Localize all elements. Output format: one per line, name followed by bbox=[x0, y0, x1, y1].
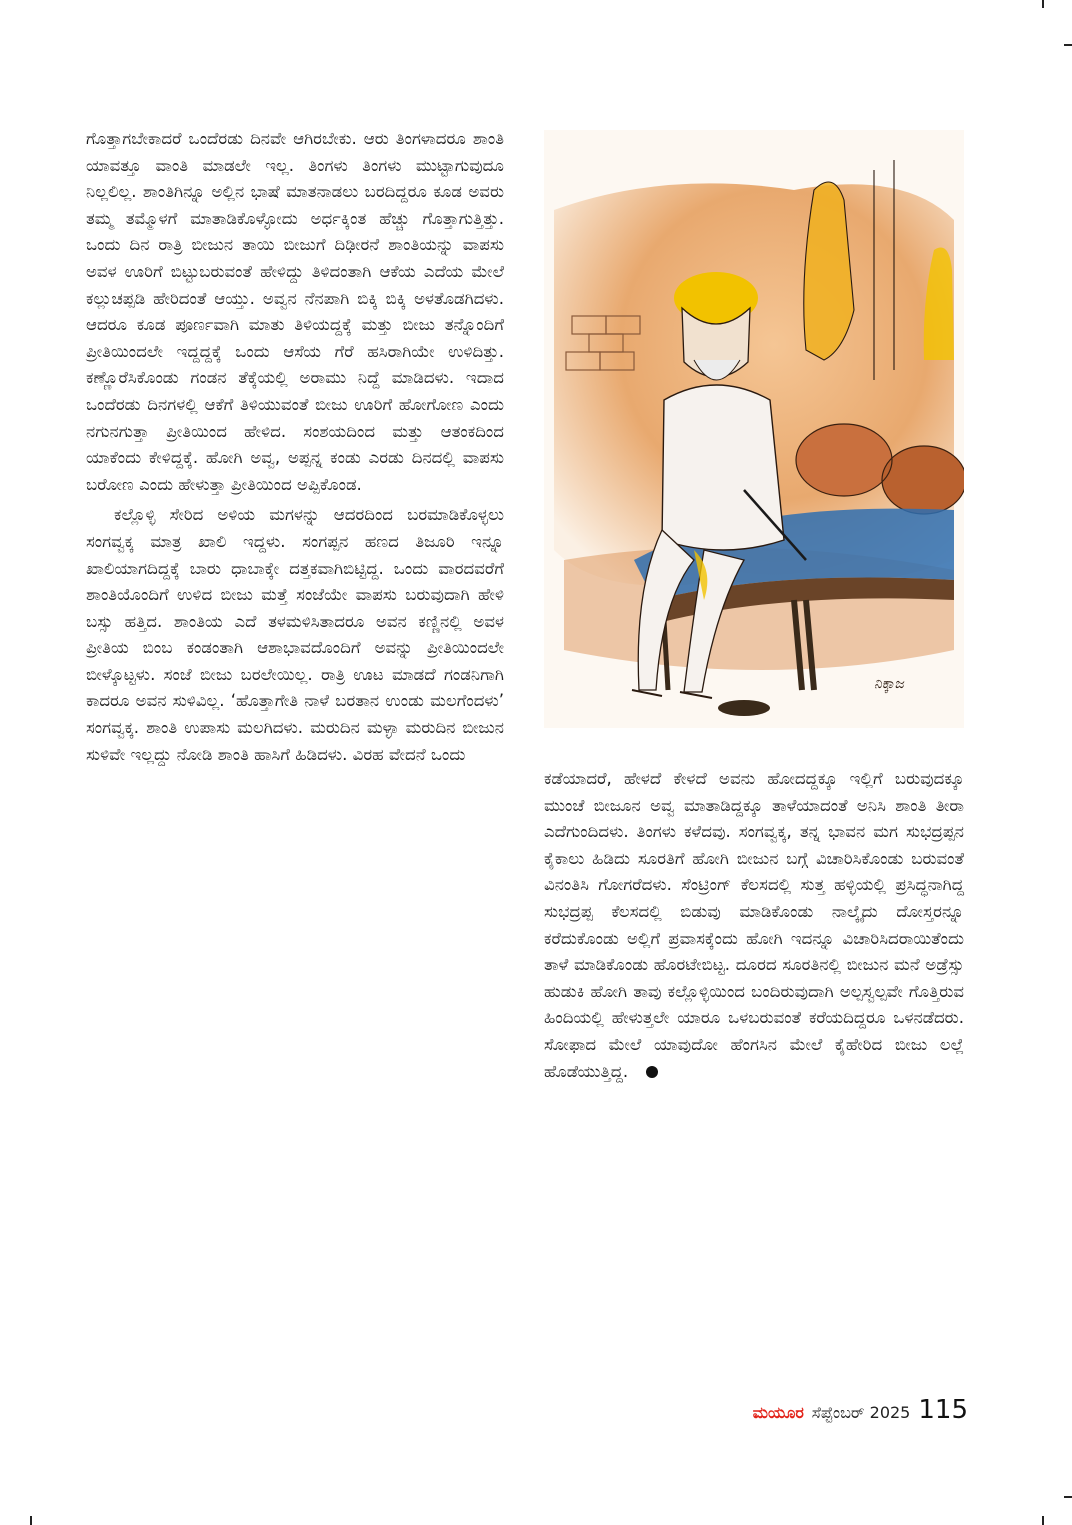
article-column-left bbox=[86, 126, 504, 768]
crop-mark bbox=[1042, 1516, 1044, 1525]
paragraph bbox=[544, 766, 964, 1085]
issue-date: ಸೆಪ್ಟೆಂಬರ್ 2025 bbox=[811, 1403, 911, 1422]
paragraph: ಕಲ್ಲೊಳ್ಳಿ ಸೇರಿದ ಅಳಿಯ ಮಗಳನ್ನು ಆದರದಿಂದ ಬರಮಾಡಿಕೊಳ್ಳಲು ಸಂಗವ್ವಕ್ಕ ಮಾತ್ರ ಖಾಲಿ ಇದ್ದಳು. ಸಂಗಪ್ಪನ ಹಣದ ತಿಜೂರಿ ಇನ್ನೂ ಖಾಲಿಯಾಗದಿದ್ದಕ್ಕೆ ಬಾರು ಧಾಬಾಕ್ಕೇ ದತ್ತಕವಾಗಿಬಿಟ್ಟಿದ್ದ. ಒಂದು ವಾರದವರೆಗೆ ಶಾಂತಿಯೊಂದಿಗೆ ಉಳಿದ ಬೀಜು ಮತ್ತೆ ಸಂಜೆಯೇ ವಾಪಸು ಬರುವುದಾಗಿ ಹೇಳಿ ಬಸ್ಸು ಹತ್ತಿದ. ಶಾಂತಿಯ ಎದೆ ತಳಮಳಿಸಿತಾದರೂ ಅವನ ಕಣ್ಣಿನಲ್ಲಿ ಅವಳ ಪ್ರೀತಿಯ ಬಿಂಬ ಕಂಡಂತಾಗಿ ಆಶಾಭಾವದೊಂದಿಗೆ ಅವನ್ನು ಪ್ರೀತಿಯಿಂದಲೇ ಬೀಳ್ಕೊಟ್ಟಳು. ಸಂಜೆ ಬೀಜು ಬರಲೇಯಿಲ್ಲ. ರಾತ್ರಿ ಊಟ ಮಾಡದೆ ಗಂಡನಿಗಾಗಿ ಕಾದರೂ ಅವನ ಸುಳಿವಿಲ್ಲ. ‘ಹೊತ್ತಾಗೇತಿ ನಾಳೆ ಬರತಾನ ಉಂಡು ಮಲಗೆಂದಳು’ ಸಂಗವ್ವಕ್ಕ. ಶಾಂತಿ ಉಪಾಸು ಮಲಗಿದಳು. ಮರುದಿನ ಮಳ್ಳಾ ಮರುದಿನ ಬೀಜುನ ಸುಳಿವೇ ಇಲ್ಲದ್ದು ನೋಡಿ ಶಾಂತಿ ಹಾಸಿಗೆ ಹಿಡಿದಳು. ವಿರಹ ವೇದನೆ ಒಂದು bbox=[86, 505, 504, 764]
page-footer bbox=[700, 1395, 968, 1431]
page-number: 115 bbox=[918, 1395, 968, 1425]
white-shirt bbox=[662, 385, 784, 550]
crop-mark bbox=[30, 1516, 32, 1525]
article-column-right bbox=[544, 766, 964, 1085]
watercolor-illustration bbox=[544, 130, 964, 728]
crop-mark bbox=[1042, 0, 1044, 8]
paragraph-text: ಕಡೆಯಾದರೆ, ಹೇಳದೆ ಕೇಳದೆ ಅವನು ಹೋದದ್ದಕ್ಕೂ ಇಲ್ಲಿಗೆ ಬರುವುದಕ್ಕೂ ಮುಂಚೆ ಬೀಜೂನ ಅವ್ವ ಮಾತಾಡಿದ್ದಕ್ಕೂ ತಾಳೆಯಾದಂತೆ ಅನಿಸಿ ಶಾಂತಿ ತೀರಾ ಎದೆಗುಂದಿದಳು. ತಿಂಗಳು ಕಳೆದವು. ಸಂಗವ್ವಕ್ಕ, ತನ್ನ ಭಾವನ ಮಗ ಸುಭದ್ರಪ್ಪನ ಕೈಕಾಲು ಹಿಡಿದು ಸೂರತಿಗೆ ಹೋಗಿ ಬೀಜುನ ಬಗ್ಗೆ ವಿಚಾರಿಸಿಕೊಂಡು ಬರುವಂತೆ ವಿನಂತಿಸಿ ಗೋಗರೆದಳು. ಸೆಂಟ್ರಿಂಗ್ ಕೆಲಸದಲ್ಲಿ ಸುತ್ತ ಹಳ್ಳಿಯಲ್ಲಿ ಪ್ರಸಿದ್ಧನಾಗಿದ್ದ ಸುಭದ್ರಪ್ಪ ಕೆಲಸದಲ್ಲಿ ಬಿಡುವು ಮಾಡಿಕೊಂಡು ನಾಲ್ಕೈದು ದೋಸ್ತರನ್ನೂ ಕರೆದುಕೊಂಡು ಅಲ್ಲಿಗೆ ಪ್ರವಾಸಕ್ಕೆಂದು ಹೋಗಿ ಇದನ್ನೂ ವಿಚಾರಿಸಿದರಾಯಿತೆಂದು ತಾಳೆ ಮಾಡಿಕೊಂಡು ಹೊರಟೇಬಿಟ್ಟ. ದೂರದ ಸೂರತಿನಲ್ಲಿ ಬೀಜುನ ಮನೆ ಅಡ್ರೆಸ್ಸು ಹುಡುಕಿ ಹೋಗಿ ತಾವು ಕಲ್ಲೊಳ್ಳಿಯಿಂದ ಬಂದಿರುವುದಾಗಿ ಅಲ್ಪಸ್ವಲ್ಪವೇ ಗೊತ್ತಿರುವ ಹಿಂದಿಯಲ್ಲಿ ಹೇಳುತ್ತಲೇ ಯಾರೂ ಒಳಬರುವಂತೆ ಕರೆಯದಿದ್ದರೂ ಒಳನಡೆದರು. ಸೋಫಾದ ಮೇಲೆ ಯಾವುದೋ ಹೆಂಗಸಿನ ಮೇಲೆ ಕೈಹೇರಿದ ಬೀಜು ಲಲ್ಲೆ ಹೊಡೆಯುತ್ತಿದ್ದ. bbox=[544, 769, 964, 1081]
sandals bbox=[718, 700, 770, 716]
crop-mark bbox=[1064, 44, 1072, 46]
paragraph: ಗೊತ್ತಾಗಬೇಕಾದರೆ ಒಂದೆರಡು ದಿನವೇ ಆಗಿರಬೇಕು. ಆರು ತಿಂಗಳಾದರೂ ಶಾಂತಿ ಯಾವತ್ತೂ ವಾಂತಿ ಮಾಡಲೇ ಇಲ್ಲ. ತಿಂಗಳು ತಿಂಗಳು ಮುಟ್ಟಾಗುವುದೂ ನಿಲ್ಲಲಿಲ್ಲ. ಶಾಂತಿಗಿನ್ನೂ ಅಲ್ಲಿನ ಭಾಷೆ ಮಾತನಾಡಲು ಬರದಿದ್ದರೂ ಕೂಡ ಅವರು ತಮ್ಮ ತಮ್ಮೊಳಗೆ ಮಾತಾಡಿಕೊಳ್ಳೋದು ಅರ್ಧಕ್ಕಿಂತ ಹೆಚ್ಚು ಗೊತ್ತಾಗುತ್ತಿತ್ತು. ಒಂದು ದಿನ ರಾತ್ರಿ ಬೀಜುನ ತಾಯಿ ಬೀಜುಗೆ ದಿಢೀರನೆ ಶಾಂತಿಯನ್ನು ವಾಪಸು ಅವಳ ಊರಿಗೆ ಬಿಟ್ಟುಬರುವಂತೆ ಹೇಳಿದ್ದು ತಿಳಿದಂತಾಗಿ ಆಕೆಯ ಎದೆಯ ಮೇಲೆ ಕಲ್ಲುಚಪ್ಪಡಿ ಹೇರಿದಂತೆ ಆಯ್ತು. ಅವ್ವನ ನೆನಪಾಗಿ ಬಿಕ್ಕಿ ಬಿಕ್ಕಿ ಅಳತೊಡಗಿದಳು. ಆದರೂ ಕೂಡ ಪೂರ್ಣವಾಗಿ ಮಾತು ತಿಳಿಯದ್ದಕ್ಕೆ ಮತ್ತು ಬೀಜು ತನ್ನೊಂದಿಗೆ ಪ್ರೀತಿಯಿಂದಲೇ ಇದ್ದದ್ದಕ್ಕೆ ಒಂದು ಆಸೆಯ ಗೆರೆ ಹಸಿರಾಗಿಯೇ ಉಳಿದಿತ್ತು. ಕಣ್ಣೊರೆಸಿಕೊಂಡು ಗಂಡನ ತೆಕ್ಕೆಯಲ್ಲಿ ಅರಾಮು ನಿದ್ದೆ ಮಾಡಿದಳು. ಇದಾದ ಒಂದೆರಡು ದಿನಗಳಲ್ಲಿ ಆಕೆಗೆ ತಿಳಿಯುವಂತೆ ಬೀಜು ಊರಿಗೆ ಹೋಗೋಣ ಎಂದು ನಗುನಗುತ್ತಾ ಪ್ರೀತಿಯಿಂದ ಹೇಳಿದ. ಸಂಶಯದಿಂದ ಮತ್ತು ಆತಂಕದಿಂದ ಯಾಕೆಂದು ಕೇಳಿದ್ದಕ್ಕೆ. ಹೋಗಿ ಅವ್ವ, ಅಪ್ಪನ್ನ ಕಂಡು ಎರಡು ದಿನದಲ್ಲಿ ವಾಪಸು ಬರೋಣ ಎಂದು ಹೇಳುತ್ತಾ ಪ್ರೀತಿಯಿಂದ ಅಪ್ಪಿಕೊಂಡ. bbox=[86, 129, 504, 494]
crop-mark bbox=[1064, 1496, 1072, 1498]
end-of-article-bullet bbox=[646, 1066, 658, 1078]
artist-signature: ನಿಕ್ಕಾಜ bbox=[874, 676, 904, 692]
magazine-name: ಮಯೂರ bbox=[752, 1403, 804, 1422]
